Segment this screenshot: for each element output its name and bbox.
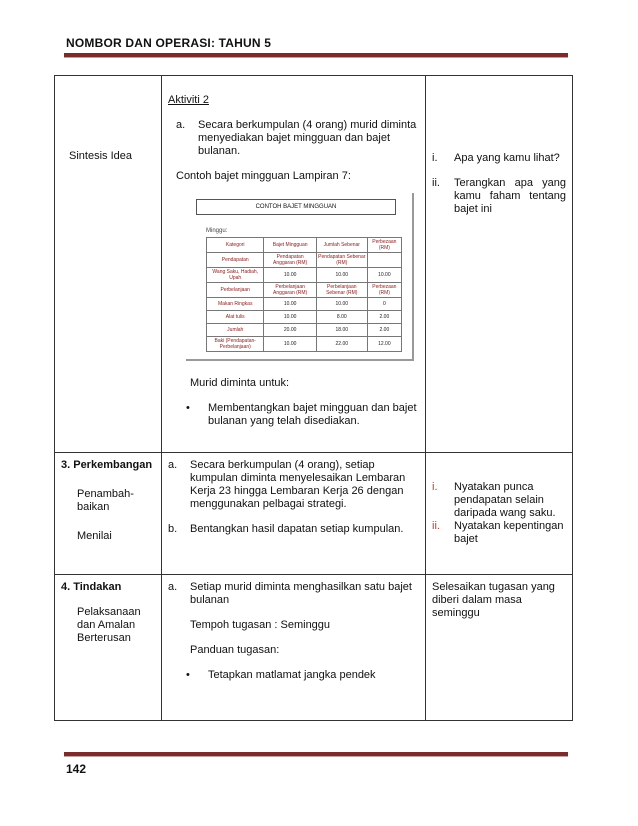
example-caption: Contoh bajet mingguan Lampiran 7: [176, 170, 351, 182]
question-cell [426, 453, 573, 575]
list-item [168, 119, 419, 158]
table-cell: Kategori [207, 238, 264, 253]
table-cell: 8.00 [316, 311, 367, 324]
item-text: Setiap murid diminta menghasilkan satu bajet bulanan [190, 581, 412, 606]
header-divider [64, 53, 568, 58]
item-text: Apa yang kamu lihat? [454, 152, 560, 164]
budget-table [206, 237, 402, 352]
list-item [168, 581, 419, 607]
table-cell: Makan Ringkas [207, 298, 264, 311]
item-text: Terangkan apa yang kamu faham tentang bajet ini [454, 177, 566, 215]
list-item [168, 402, 419, 428]
item-label: a. [168, 581, 178, 593]
table-cell: Pendapatan [207, 253, 264, 268]
stage-sub-label: Menilai [77, 530, 112, 542]
stage-cell [55, 575, 162, 721]
table-cell: 10.00 [367, 268, 401, 283]
item-label: b. [168, 523, 178, 535]
item-label: ii. [432, 520, 440, 532]
table-row [55, 575, 573, 721]
table-cell: Perbelanjaan Sebenar (RM) [316, 283, 367, 298]
list-item [432, 481, 566, 520]
table-cell [367, 253, 401, 268]
budget-week-label: Minggu: [206, 228, 228, 234]
page-number: 142 [66, 762, 87, 776]
list-item [432, 520, 566, 546]
table-cell: 12.00 [367, 337, 401, 352]
table-cell: 10.00 [264, 311, 316, 324]
table-cell: Perbelanjaan [207, 283, 264, 298]
item-label: a. [176, 119, 186, 131]
item-text: Bentangkan hasil dapatan setiap kumpulan. [190, 523, 404, 535]
table-cell: Pendapatan Sebenar (RM) [318, 254, 366, 266]
table-cell: Perbezaan (RM) [367, 283, 401, 298]
question-cell [426, 575, 573, 721]
table-cell: 10.00 [264, 298, 316, 311]
item-label: i. [432, 152, 438, 164]
stage-title: 3. Perkembangan [61, 459, 153, 471]
table-cell: 10.00 [264, 268, 316, 283]
list-item [432, 152, 566, 165]
table-cell: 10.00 [264, 337, 316, 352]
table-cell: Pendapatan Anggaran (RM) [264, 253, 316, 268]
budget-title: CONTOH BAJET MINGGUAN [196, 199, 396, 215]
table-cell: Baki (Pendapatan-Perbelanjaan) [207, 337, 264, 352]
table-cell: Wang Saku, Hadiah, Upah [207, 268, 264, 283]
table-cell: Alat tulis [207, 311, 264, 324]
bullet-icon: • [186, 669, 190, 681]
table-row [55, 76, 573, 453]
table-cell: 0 [367, 298, 401, 311]
table-cell: 18.00 [316, 324, 367, 337]
table-row [207, 298, 402, 311]
footer-divider [64, 752, 568, 757]
list-item [168, 459, 419, 511]
table-cell: 20.00 [264, 324, 316, 337]
table-cell: Jumlah Sebenar [316, 238, 367, 253]
guide-label: Panduan tugasan: [190, 644, 280, 656]
item-label: i. [432, 481, 438, 493]
table-cell: 2.00 [367, 324, 401, 337]
item-label: ii. [432, 177, 440, 189]
stage-cell [55, 76, 162, 453]
student-task-label: Murid diminta untuk: [190, 377, 290, 389]
task-note: Selesaikan tugasan yang diberi dalam masa seminggu [432, 581, 555, 619]
item-label: a. [168, 459, 178, 471]
table-cell: 22.00 [316, 337, 367, 352]
list-item [168, 669, 419, 682]
item-text: Nyatakan kepentingan bajet [454, 520, 564, 545]
table-cell: Jumlah [207, 324, 264, 337]
item-text: Membentangkan bajet mingguan dan bajet bulanan yang telah disediakan. [208, 402, 417, 427]
table-row [55, 453, 573, 575]
bullet-icon: • [186, 402, 190, 414]
table-cell: 2.00 [367, 311, 401, 324]
activity-cell [162, 76, 426, 453]
table-cell: 10.00 [316, 298, 367, 311]
item-text: Secara berkumpulan (4 orang) murid diminta menyediakan bajet mingguan dan bajet bulanan. [198, 119, 417, 157]
stage-label: Sintesis Idea [69, 150, 132, 162]
table-cell: 10.00 [316, 268, 367, 283]
item-text: Secara berkumpulan (4 orang), setiap kumpulan diminta menyelesaikan Lembaran Kerja 23 hingga Lembaran Kerja 26 dengan menggunakan pelbagai strategi. [190, 459, 406, 510]
activity-heading: Aktiviti 2 [168, 94, 209, 106]
item-text: Nyatakan punca pendapatan selain daripada wang saku. [454, 481, 556, 519]
stage-sub-label: Penambah-baikan [77, 488, 134, 513]
question-cell [426, 76, 573, 453]
table-row [207, 268, 402, 283]
duration-text: Tempoh tugasan : Seminggu [190, 619, 331, 631]
table-row [207, 324, 402, 337]
stage-cell [55, 453, 162, 575]
table-cell: Perbezaan (RM) [367, 238, 401, 253]
page-header-title: NOMBOR DAN OPERASI: TAHUN 5 [66, 36, 272, 50]
stage-title: 4. Tindakan [61, 581, 122, 593]
list-item [168, 523, 419, 536]
table-row [207, 337, 402, 352]
activity-cell [162, 453, 426, 575]
item-text: Tetapkan matlamat jangka pendek [208, 669, 376, 681]
table-cell: Bajet Mingguan [264, 238, 316, 253]
table-row [207, 311, 402, 324]
table-row [207, 253, 402, 268]
table-row [207, 283, 402, 298]
stage-sub-label: Pelaksanaan dan Amalan Berterusan [77, 606, 141, 644]
budget-image [186, 193, 414, 361]
activity-cell [162, 575, 426, 721]
table-cell: Perbelanjaan Anggaran (RM) [264, 283, 316, 298]
list-item [432, 177, 566, 216]
table-row [207, 238, 402, 253]
lesson-table [54, 75, 573, 721]
